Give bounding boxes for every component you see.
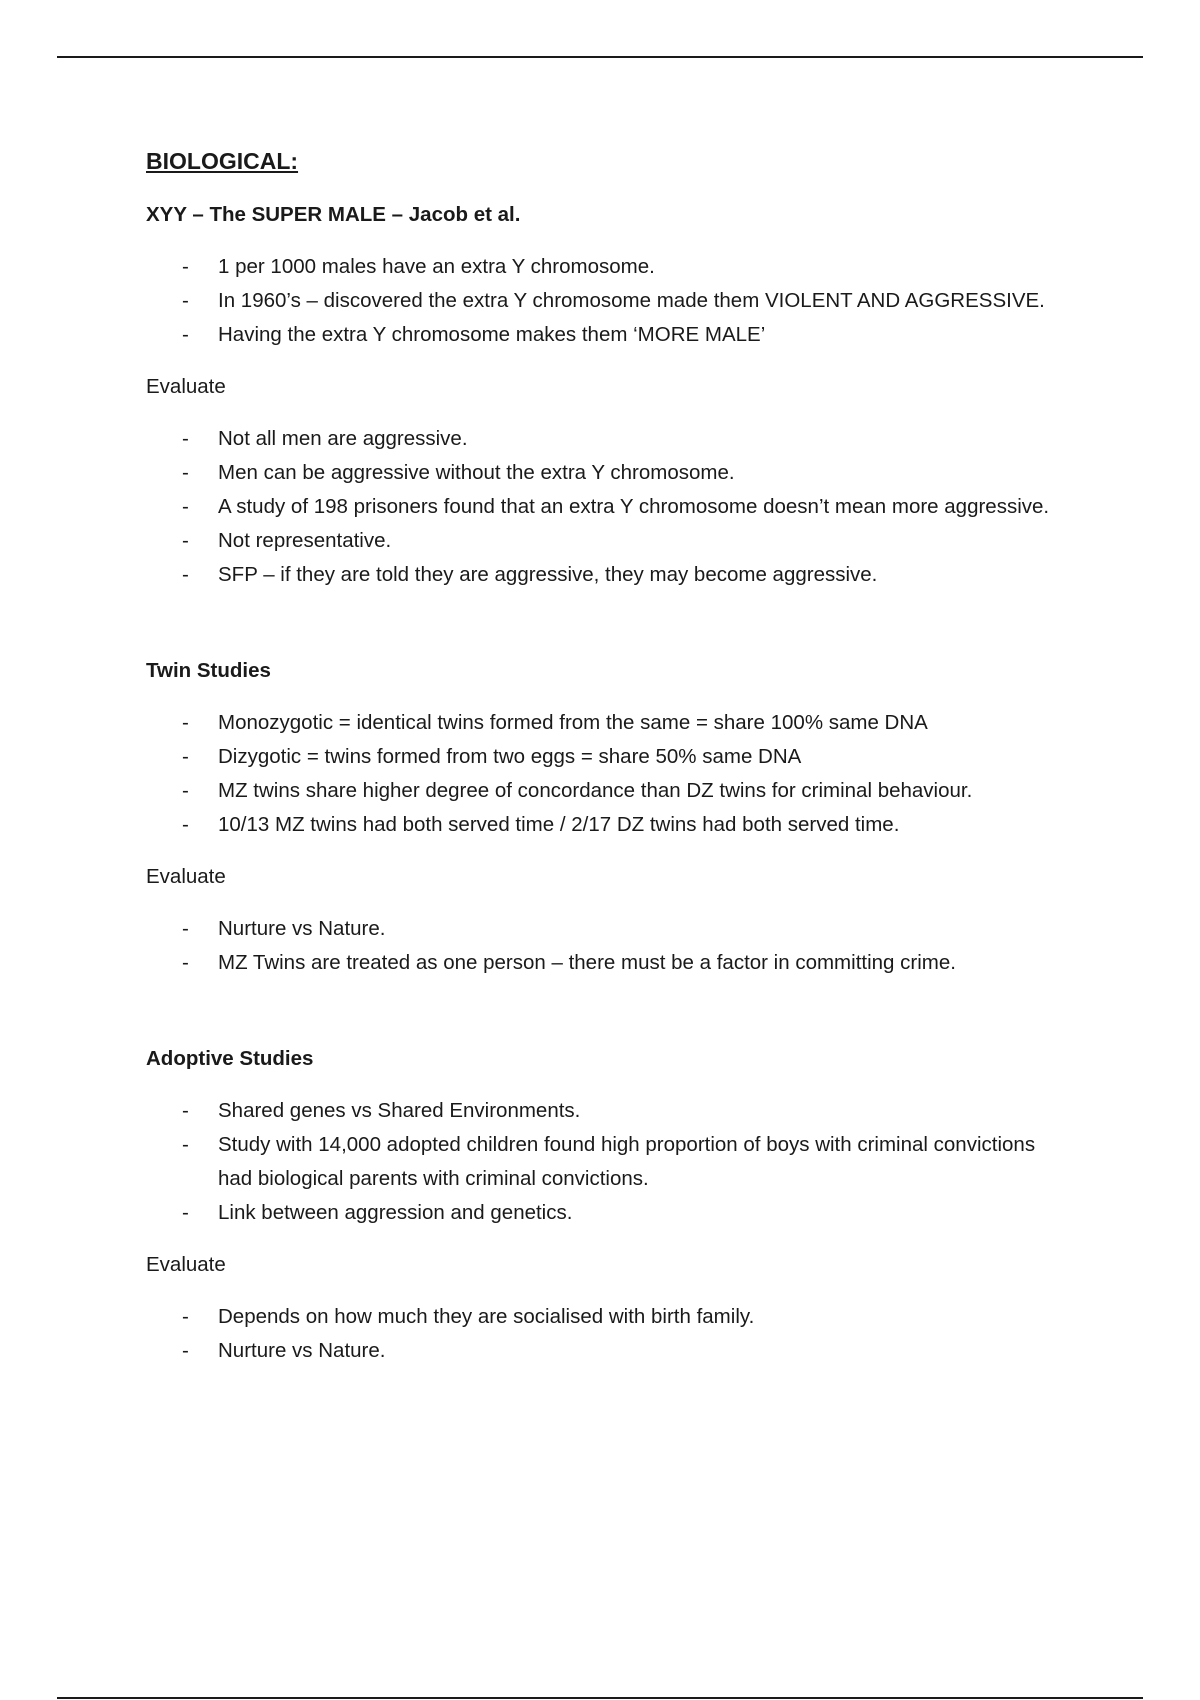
document-body [146, 146, 1066, 1389]
header-rule [57, 56, 1143, 58]
list-item: - Nurture vs Nature. [182, 917, 386, 940]
list-item: - Dizygotic = twins formed from two eggs = share 50% same DNA [182, 745, 802, 768]
list-item: - Monozygotic = identical twins formed from the same = share 100% same DNA [182, 711, 928, 734]
list-item: - SFP – if they are told they are aggressive, they may become aggressive. [182, 563, 878, 586]
page-title: BIOLOGICAL: [146, 148, 299, 174]
section-spacer [146, 1001, 1066, 1045]
list-item: - Not all men are aggressive. [182, 427, 468, 450]
list-item: - Depends on how much they are socialised with birth family. [182, 1305, 755, 1328]
evaluation-list [146, 422, 1066, 592]
evaluation-list [146, 912, 1066, 980]
list-item: - Not representative. [182, 529, 392, 552]
points-list [146, 250, 1066, 352]
list-item: - Link between aggression and genetics. [182, 1201, 573, 1224]
points-list [146, 1094, 1066, 1230]
section-heading: Twin Studies [146, 659, 271, 682]
list-item: - Shared genes vs Shared Environments. [182, 1099, 581, 1122]
list-item: - In 1960’s – discovered the extra Y chromosome made them VIOLENT AND AGGRESSIVE. [182, 289, 1045, 312]
list-item: - MZ twins share higher degree of concordance than DZ twins for criminal behaviour. [182, 779, 973, 802]
section-twin-studies [146, 657, 1066, 980]
list-item: - 1 per 1000 males have an extra Y chromosome. [182, 255, 655, 278]
list-item: - A study of 198 prisoners found that an extra Y chromosome doesn’t mean more aggressive. [182, 495, 1050, 518]
list-item: - Men can be aggressive without the extra Y chromosome. [182, 461, 735, 484]
section-heading: Adoptive Studies [146, 1047, 314, 1070]
section-spacer [146, 613, 1066, 657]
footer-rule [57, 1697, 1143, 1699]
list-item: - 10/13 MZ twins had both served time / 2/17 DZ twins had both served time. [182, 813, 900, 836]
evaluate-label: Evaluate [146, 865, 226, 888]
list-item: - Having the extra Y chromosome makes them ‘MORE MALE’ [182, 323, 766, 346]
list-item: - Nurture vs Nature. [182, 1339, 386, 1362]
list-item: - MZ Twins are treated as one person – there must be a factor in committing crime. [182, 951, 956, 974]
evaluate-label: Evaluate [146, 1253, 226, 1276]
evaluate-label: Evaluate [146, 375, 226, 398]
section-heading: XYY – The SUPER MALE – Jacob et al. [146, 203, 521, 226]
list-item: - Study with 14,000 adopted children found high proportion of boys with criminal convictions had biological parents with criminal convictions. [182, 1133, 1036, 1190]
section-adoptive-studies [146, 1045, 1066, 1368]
section-xyy [146, 201, 1066, 592]
points-list [146, 706, 1066, 842]
evaluation-list [146, 1300, 1066, 1368]
